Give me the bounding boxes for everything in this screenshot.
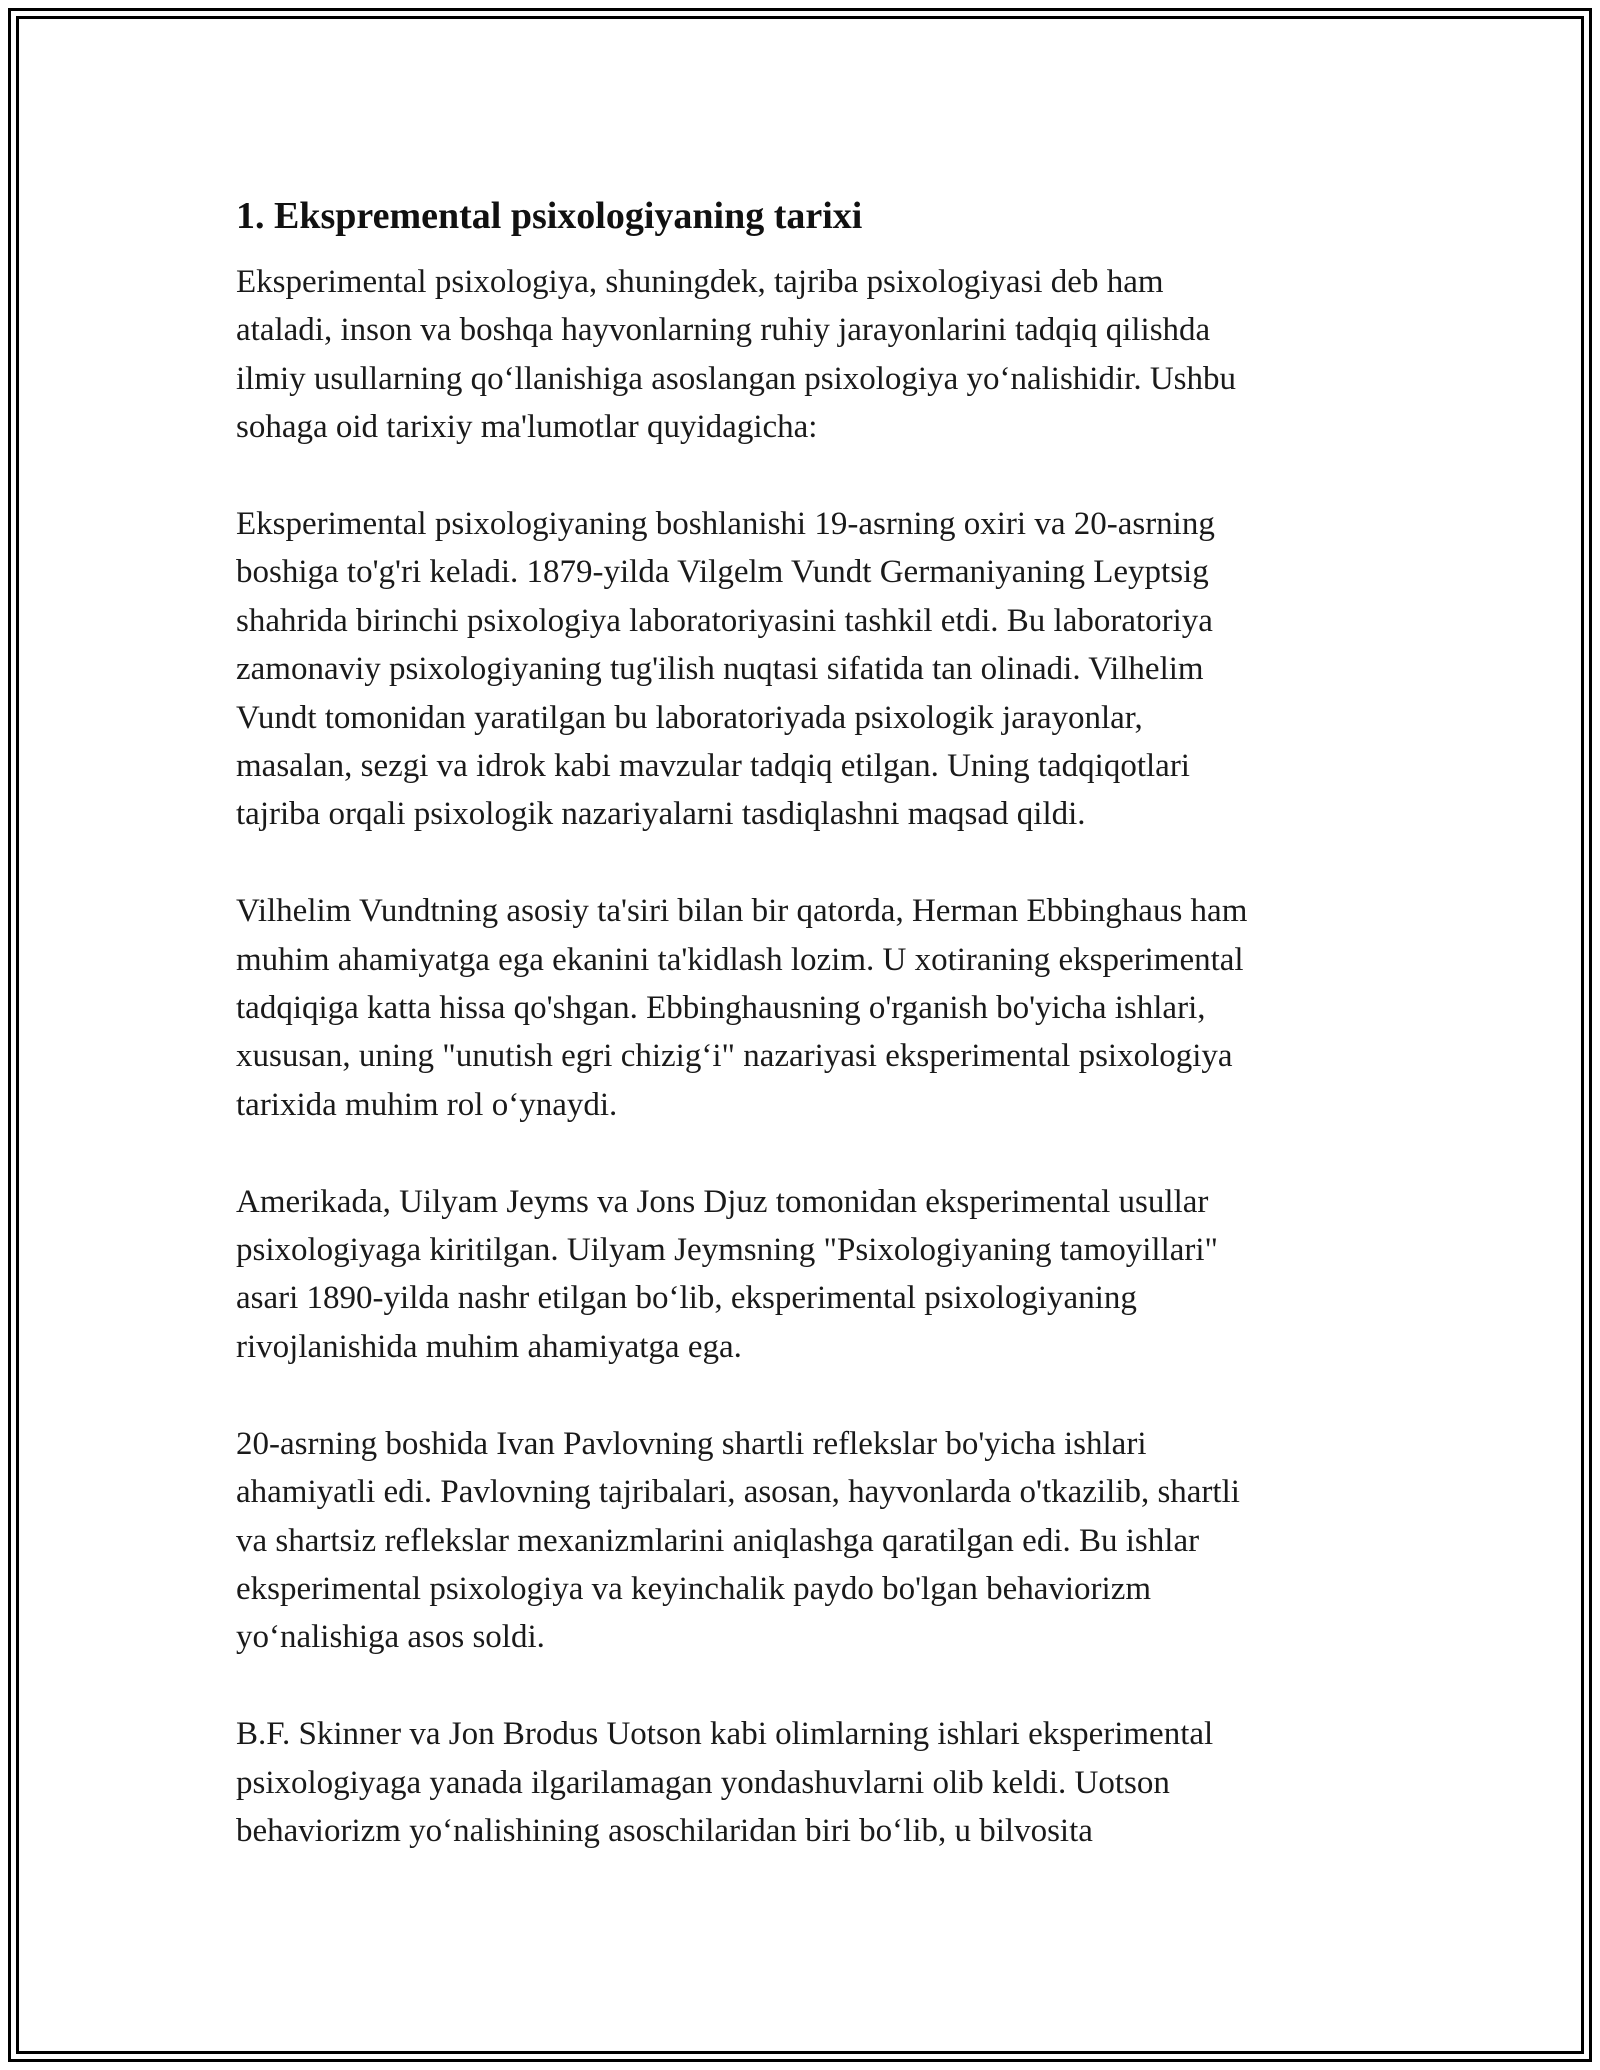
- paragraph-line: ilmiy usullarning qo‘llanishiga asoslangan psixologiya yo‘nalishidir. Ushbu: [236, 360, 1236, 397]
- paragraph-line: tarixida muhim rol o‘ynaydi.: [236, 1086, 618, 1123]
- paragraph-line: boshiga to'g'ri keladi. 1879-yilda Vilgelm Vundt Germaniyaning Leyptsig: [236, 554, 1209, 591]
- paragraph-line: Eksperimental psixologiya, shuningdek, tajriba psixologiyasi deb ham: [236, 264, 1164, 300]
- body-paragraph: [236, 500, 1396, 839]
- paragraph-line: 20-asrning boshida Ivan Pavlovning shartli reflekslar bo'yicha ishlari: [236, 1425, 1147, 1462]
- body-paragraph: [236, 887, 1396, 1129]
- paragraph-line: yo‘nalishiga asos soldi.: [236, 1619, 545, 1656]
- paragraph-line: tajriba orqali psixologik nazariyalarni tasdiqlashni maqsad qildi.: [236, 796, 1086, 833]
- paragraph-line: sohaga oid tarixiy ma'lumotlar quyidagicha:: [236, 409, 818, 446]
- paragraph-line: zamonaviy psixologiyaning tug'ilish nuqtasi sifatida tan olinadi. Vilhelim: [236, 651, 1204, 688]
- paragraph-line: tadqiqiga katta hissa qo'shgan. Ebbinghausning o'rganish bo'yicha ishlari,: [236, 990, 1206, 1027]
- paragraph-line: ataladi, inson va boshqa hayvonlarning ruhiy jarayonlarini tadqiq qilishda: [236, 312, 1211, 349]
- paragraph-line: B.F. Skinner va Jon Brodus Uotson kabi olimlarning ishlari eksperimental: [236, 1716, 1214, 1753]
- paragraph-line: psixologiyaga yanada ilgarilamagan yondashuvlarni olib keldi. Uotson: [236, 1764, 1170, 1801]
- paragraph-line: masalan, sezgi va idrok kabi mavzular tadqiq etilgan. Uning tadqiqotlari: [236, 748, 1190, 785]
- paragraph-line: behaviorizm yo‘nalishining asoschilaridan biri bo‘lib, u bilvosita: [236, 1812, 1093, 1849]
- paragraph-line: psixologiyaga kiritilgan. Uilyam Jeymsning "Psixologiyaning tamoyillari": [236, 1232, 1219, 1269]
- body-paragraph: [236, 1178, 1396, 1372]
- paragraph-line: shahrida birinchi psixologiya laboratoriyasini tashkil etdi. Bu laboratoriya: [236, 602, 1213, 639]
- paragraph-line: Eksperimental psixologiyaning boshlanishi 19-asrning oxiri va 20-asrning: [236, 506, 1215, 543]
- paragraph-line: ahamiyatli edi. Pavlovning tajribalari, asosan, hayvonlarda o'tkazilib, shartli: [236, 1474, 1240, 1511]
- body-paragraph: [236, 1710, 1396, 1855]
- section-heading: 1. Ekspremental psixologiyaning tarixi: [236, 195, 863, 237]
- paragraph-line: Vundt tomonidan yaratilgan bu laboratoriyada psixologik jarayonlar,: [236, 699, 1143, 736]
- body-paragraph: [236, 258, 1396, 452]
- paragraph-list: [236, 258, 1396, 1855]
- paragraph-line: Amerikada, Uilyam Jeyms va Jons Djuz tomonidan eksperimental usullar: [236, 1183, 1209, 1220]
- paragraph-line: muhim ahamiyatga ega ekanini ta'kidlash lozim. U xotiraning eksperimental: [236, 941, 1244, 978]
- body-paragraph: [236, 1420, 1396, 1662]
- paragraph-line: xususan, uning "unutish egri chizig‘i" nazariyasi eksperimental psixologiya: [236, 1038, 1233, 1075]
- paragraph-line: va shartsiz reflekslar mexanizmlarini aniqlashga qaratilgan edi. Bu ishlar: [236, 1522, 1200, 1559]
- paragraph-line: rivojlanishida muhim ahamiyatga ega.: [236, 1328, 742, 1365]
- paragraph-line: Vilhelim Vundtning asosiy ta'siri bilan bir qatorda, Herman Ebbinghaus ham: [236, 893, 1248, 930]
- paragraph-line: asari 1890-yilda nashr etilgan bo‘lib, eksperimental psixologiyaning: [236, 1280, 1137, 1317]
- document-body: [236, 190, 1396, 1904]
- paragraph-line: eksperimental psixologiya va keyinchalik paydo bo'lgan behaviorizm: [236, 1570, 1152, 1607]
